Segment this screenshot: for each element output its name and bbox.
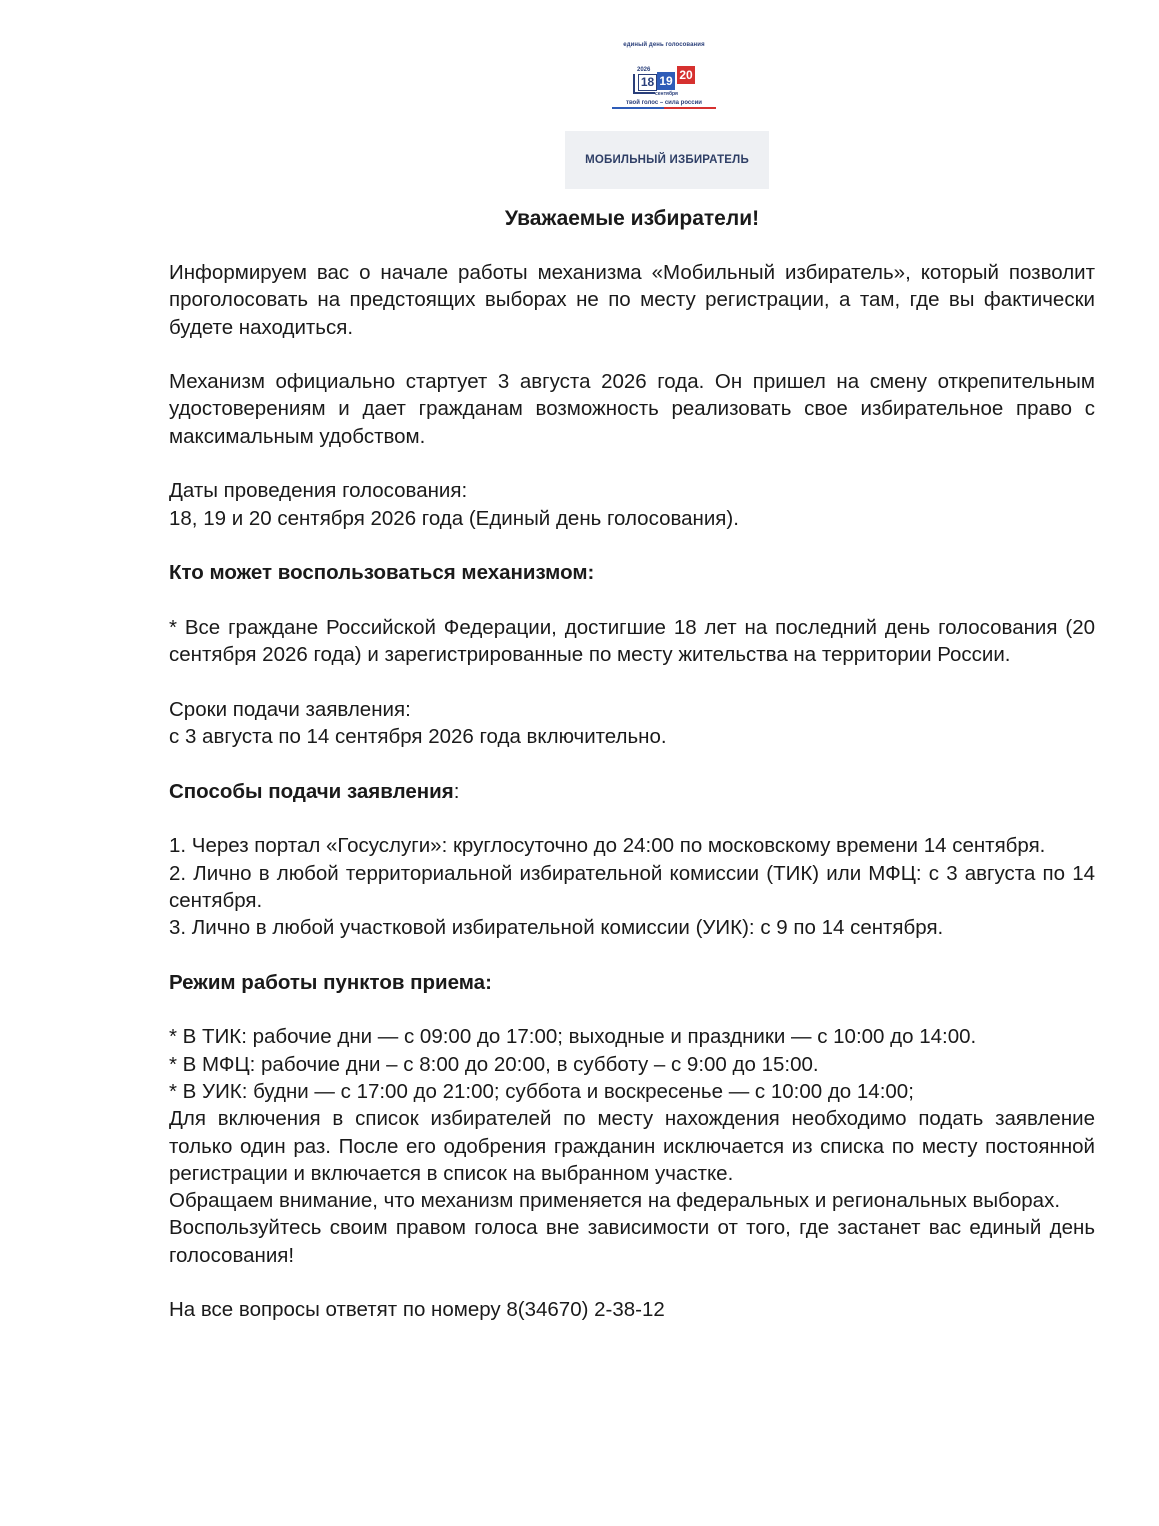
document-body <box>169 259 1095 1324</box>
methods-item-2: 2. Лично в любой территориальной избирательной комиссии (ТИК) или МФЦ: с 3 августа по 14 сентября. <box>169 861 1095 912</box>
logo-day-18: 18 <box>638 74 657 91</box>
logo-day-19: 19 <box>657 72 675 90</box>
logo-underline <box>612 107 716 109</box>
methods-item-3: 3. Лично в любой участковой избирательной комиссии (УИК): с 9 по 14 сентября. <box>169 916 944 940</box>
hours-note-3: Воспользуйтесь своим правом голоса вне зависимости от того, где застанет вас единый день голосования! <box>169 1216 1095 1267</box>
methods-heading <box>169 778 1095 805</box>
election-day-logo <box>600 42 728 109</box>
hours-item-mfc: * В МФЦ: рабочие дни – с 8:00 до 20:00, в субботу – с 9:00 до 15:00. <box>169 1052 819 1076</box>
logo-caption-top: единый день голосования <box>623 42 705 48</box>
mobile-voter-banner: МОБИЛЬНЫЙ ИЗБИРАТЕЛЬ <box>565 131 769 189</box>
ballot-box-icon <box>629 52 699 98</box>
hours-heading: Режим работы пунктов приема: <box>169 970 492 994</box>
who-paragraph: * Все граждане Российской Федерации, достигшие 18 лет на последний день голосования (20 сентября 2026 года) и зарегистрированные по месту жительства на территории России. <box>169 615 1095 667</box>
hours-item-uik: * В УИК: будни — с 17:00 до 21:00; суббота и воскресенье — с 10:00 до 14:00; <box>169 1079 914 1103</box>
hours-list <box>169 1023 1095 1269</box>
hours-item-tik: * В ТИК: рабочие дни — с 09:00 до 17:00; выходные и праздники — с 10:00 до 14:00. <box>169 1025 977 1049</box>
mechanism-paragraph: Механизм официально стартует 3 августа 2026 года. Он пришел на смену открепительным удостоверениям и дает гражданам возможность реализовать свое избирательное право с максимальным удобством. <box>169 370 1095 448</box>
hours-note-2: Обращаем внимание, что механизм применяется на федеральных и региональных выборах. <box>169 1189 1061 1213</box>
voting-dates-value: 18, 19 и 20 сентября 2026 года (Единый день голосования). <box>169 506 739 530</box>
logo-month: сентября <box>655 91 678 97</box>
logo-day-20: 20 <box>677 66 695 84</box>
methods-heading-text: Способы подачи заявления <box>169 779 454 803</box>
logo-year: 2026 <box>637 67 651 73</box>
deadline-value: с 3 августа по 14 сентября 2026 года включительно. <box>169 725 667 749</box>
methods-heading-colon: : <box>453 779 460 803</box>
logo-caption-bottom: твой голос – сила россии <box>626 100 702 106</box>
intro-paragraph: Информируем вас о начале работы механизма «Мобильный избиратель», который позволит проголосовать на предстоящих выборах не по месту регистрации, а там, где вы фактически будете находиться. <box>169 261 1095 339</box>
methods-item-1: 1. Через портал «Госуслуги»: круглосуточно до 24:00 по московскому времени 14 сентября. <box>169 834 1046 858</box>
deadline-label: Сроки подачи заявления: <box>169 697 411 721</box>
voting-dates-label: Даты проведения голосования: <box>169 479 468 503</box>
hours-note-1: Для включения в список избирателей по месту нахождения необходимо подать заявление только один раз. После его одобрения гражданин исключается из списка по месту постоянной регистрации и включается в список на выбранном участке. <box>169 1107 1095 1185</box>
who-heading: Кто может воспользоваться механизмом: <box>169 561 595 585</box>
page-title: Уважаемые избиратели! <box>504 207 760 230</box>
methods-list <box>169 832 1095 941</box>
contact-line: На все вопросы ответят по номеру 8(34670) 2-38-12 <box>169 1298 665 1322</box>
